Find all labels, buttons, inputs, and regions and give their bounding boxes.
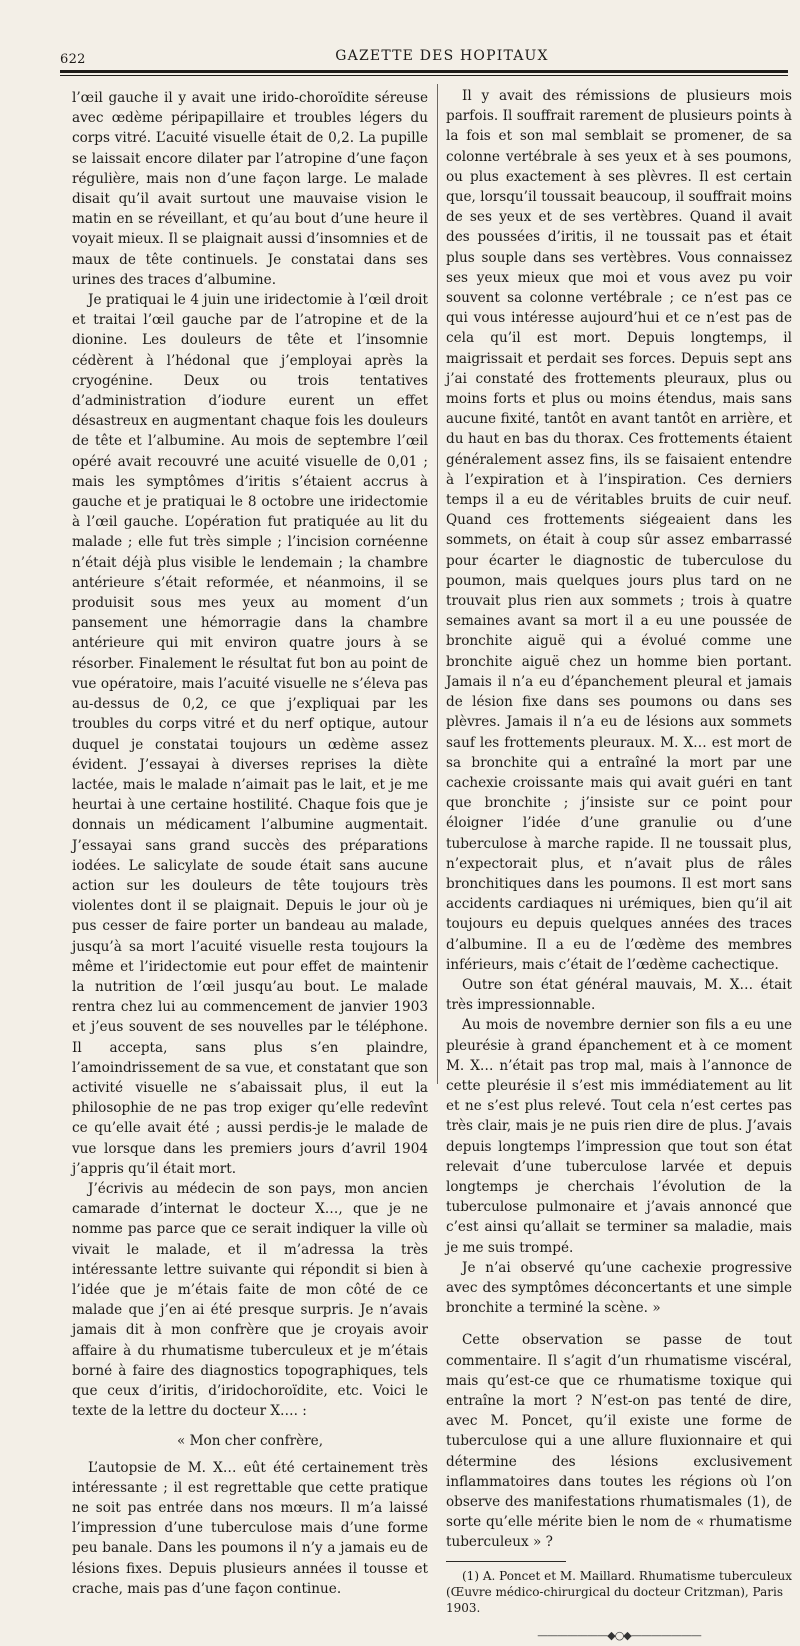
page-number: 622: [60, 52, 86, 67]
letter-paragraph: Il y avait des rémissions de plusieurs mois parfois. Il souffrait rarement de plusieurs points à la fois et son mal semblait se promener, de sa colonne vertébrale à ses yeux et à ses poumons, ou plus exactement à ses plèvres. Il est certain que, lorsqu’il toussait beaucoup, il souffrait moins de ses yeux et de ses vertèbres. Quand il avait des poussées d’iritis, il ne toussait pas et était plus souple dans ses vertèbres. Vous connaissez ses yeux mieux que moi et vous avez pu voir souvent sa colonne vertébrale ; ce n’est pas ce qui vous intéresse aujourd’hui et ce n’est pas de cela qu’il est mort. Depuis longtemps, il maigrissait et perdait ses forces. Depuis sept ans j’ai constaté des frottements pleuraux, plus ou moins forts et plus ou moins étendus, mais sans aucune fixité, tantôt en avant tantôt en arrière, et du haut en bas du thorax. Ces frottements étaient généralement assez fins, ils se faisaient entendre à l’expiration et à l’inspiration. Ces derniers temps il a eu de véritables bruits de cuir neuf. Quand ces frottements siégeaient dans les sommets, on était à coup sûr assez embarrassé pour écarter le diagnostic de tuberculose du poumon, mais quelques jours plus tard on ne trouvait plus rien aux sommets ; trois à quatre semaines avant sa mort il a eu une poussée de bronchite aiguë qui a évolué comme une bronchite aiguë chez un homme bien portant. Jamais il n’a eu d’épanchement pleural et jamais de lésion fixe dans ses poumons ou dans ses plèvres. Jamais il n’a eu de lésions aux sommets sauf les frottements pleuraux. M. X… est mort de sa bronchite qui a entraîné la mort par une cachexie croissante mais qui avait guéri en tant que bronchite ; j’insiste sur ce point pour éloigner l’idée d’une granulie ou d’une tuberculose à marche rapide. Il ne toussait plus, n’expectorait plus, et n’avait plus de râles bronchitiques dans les poumons. Il est mort sans accidents cardiaques ni urémiques, bien qu’il ait toujours eu depuis quelques années des traces d’albumine. Il a eu de l’œdème des membres inférieurs, mais c’était de l’œdème cachectique.: [446, 88, 792, 973]
left-column: [72, 88, 428, 1599]
paragraph: Cette observation se passe de tout commentaire. Il s’agit d’un rhumatisme viscéral, mais qu’est-ce que ce rhumatisme toxique qui entraîne la mort ? N’est-on pas tenté de dire, avec M. Poncet, qu’il existe une forme de tuberculose qui a une allure fluxionnaire et qui détermine des lésions exclusivement inflammatoires dans toutes les régions où l’on observe des manifestations rhumatismales (1), de sorte qu’elle mérite bien le nom de « rhumatisme tuberculeux » ?: [446, 1332, 792, 1551]
column-divider: [437, 84, 438, 1084]
letter-paragraph: Je n’ai observé qu’une cachexie progressive avec des symptômes déconcertants et une simple bronchite a terminé la scène. »: [446, 1259, 792, 1317]
journal-title: GAZETTE DES HOPITAUX: [335, 48, 549, 64]
header-rule-thin: [60, 75, 788, 76]
section-ornament: ———————◆○◆———————: [537, 1628, 701, 1642]
letter-paragraph: Au mois de novembre dernier son fils a eu une pleurésie à grand épanchement et à ce moment M. X… n’était pas trop mal, mais à l’annonce de cette pleurésie il s’est mis immédiatement au lit et ne s’est plus relevé. Tout cela n’est certes pas très clair, mais je ne puis rien dire de plus. J’avais depuis longtemps l’impression que tout son état relevait d’une tuberculose larvée et depuis longtemps je cherchais l’évolution de la tuberculose pulmonaire et j’avais annoncé que c’est ainsi qu’allait se terminer sa maladie, mais je me suis trompé.: [446, 1017, 792, 1256]
right-column: [446, 86, 792, 1646]
paragraph: J’écrivis au médecin de son pays, mon ancien camarade d’internat le docteur X…, que je ne nomme pas parce que ce serait indiquer la ville où vivait le malade, et il m’adressa la très intéressante lettre suivante qui répondit si bien à l’idée que je m’étais faite de mon côté de ce malade que j’en ai été presque surpris. Je n’avais jamais dit à mon confrère que je croyais avoir affaire à du rhumatisme tuberculeux et je m’étais borné à faire des diagnostics topographiques, tels que ceux d’iritis, d’iridochoroïdite, etc. Voici le texte de la lettre du docteur X…. :: [72, 1180, 428, 1420]
page-header: [58, 44, 786, 66]
letter-salutation: « Mon cher confrère,: [176, 1433, 324, 1450]
header-rule-thick: [60, 70, 788, 73]
footnote: (1) A. Poncet et M. Maillard. Rhumatisme tuberculeux (Œuvre médico-chirurgical du docteur Critzman), Paris 1903.: [446, 1568, 793, 1615]
letter-paragraph: Outre son état général mauvais, M. X… était très impressionnable.: [446, 976, 792, 1014]
paragraph: Je pratiquai le 4 juin une iridectomie à l’œil droit et traitai l’œil gauche par de l’atropine et de la dionine. Les douleurs de tête et l’insomnie cédèrent à l’hédonal que j’employai après la cryogénine. Deux ou trois tentatives d’administration d’iodure eurent un effet désastreux en augmentant chaque fois les douleurs de tête et l’albumine. Au mois de septembre l’œil opéré avait recouvré une acuité visuelle de 0,01 ; mais les symptômes d’iritis s’étaient accrus à gauche et je pratiquai le 8 octobre une iridectomie à l’œil gauche. L’opération fut pratiquée au lit du malade ; elle fut très simple ; l’incision cornéenne n’était déjà plus visible le lendemain ; la chambre antérieure s’était reformée, et néanmoins, il se produisit sous mes yeux au moment d’un pansement une hémorragie dans la chambre antérieure qui mit environ quatre jours à se résorber. Finalement le résultat fut bon au point de vue opératoire, mais l’acuité visuelle ne s’éleva pas au-dessus de 0,2, ce que j’expliquai par les troubles du corps vitré et du nerf optique, autour duquel je constatai toujours un œdème assez évident. J’essayai à diverses reprises la diète lactée, mais le malade n’aimait pas le lait, et je me heurtai à une certaine hostilité. Chaque fois que je donnais un médicament l’albumine augmentait. J’essayai sans grand succès des préparations iodées. Le salicylate de soude était sans aucune action sur les douleurs de tête toujours très violentes dont il se plaignait. Depuis le jour où je pus cesser de faire porter un bandeau au malade, jusqu’à sa mort l’acuité visuelle resta toujours la même et l’iridectomie eut pour effet de maintenir la nutrition de l’œil jusqu’au bout. Le malade rentra chez lui au commencement de janvier 1903 et j’eus souvent de ses nouvelles par le téléphone. Il accepta, sans plus s’en plaindre, l’amoindrissement de sa vue, et constatant que son activité visuelle ne s’abaissait plus, il eut la philosophie de ne pas trop exiger qu’elle redevînt ce qu’elle avait été ; aussi perdis-je le malade de vue lorsque dans les premiers jours d’avril 1904 j’appris qu’il était mort.: [72, 292, 428, 1177]
letter-paragraph: L’autopsie de M. X… eût été certainement très intéressante ; il est regrettable que cette pratique ne soit pas entrée dans nos mœurs. Il m’a laissé l’impression d’une tuberculose mais d’une forme peu banale. Dans les poumons il n’y a jamais eu de lésions fixes. Depuis plusieurs années il tousse et crache, mais pas d’une façon continue.: [72, 1459, 428, 1597]
footnote-rule: [446, 1561, 566, 1562]
paragraph: l’œil gauche il y avait une irido-choroïdite séreuse avec œdème péripapillaire et troubles légers du corps vitré. L’acuité visuelle était de 0,2. La pupille se laissait encore dilater par l’atropine d’une façon régulière, mais non d’une façon large. Le malade disait qu’il avait surtout une mauvaise vision le matin en se réveillant, et qu’au bout d’une heure il voyait mieux. Il se plaignait aussi d’insomnies et de maux de tête continuels. Je constatai dans ses urines des traces d’albumine.: [72, 90, 428, 288]
